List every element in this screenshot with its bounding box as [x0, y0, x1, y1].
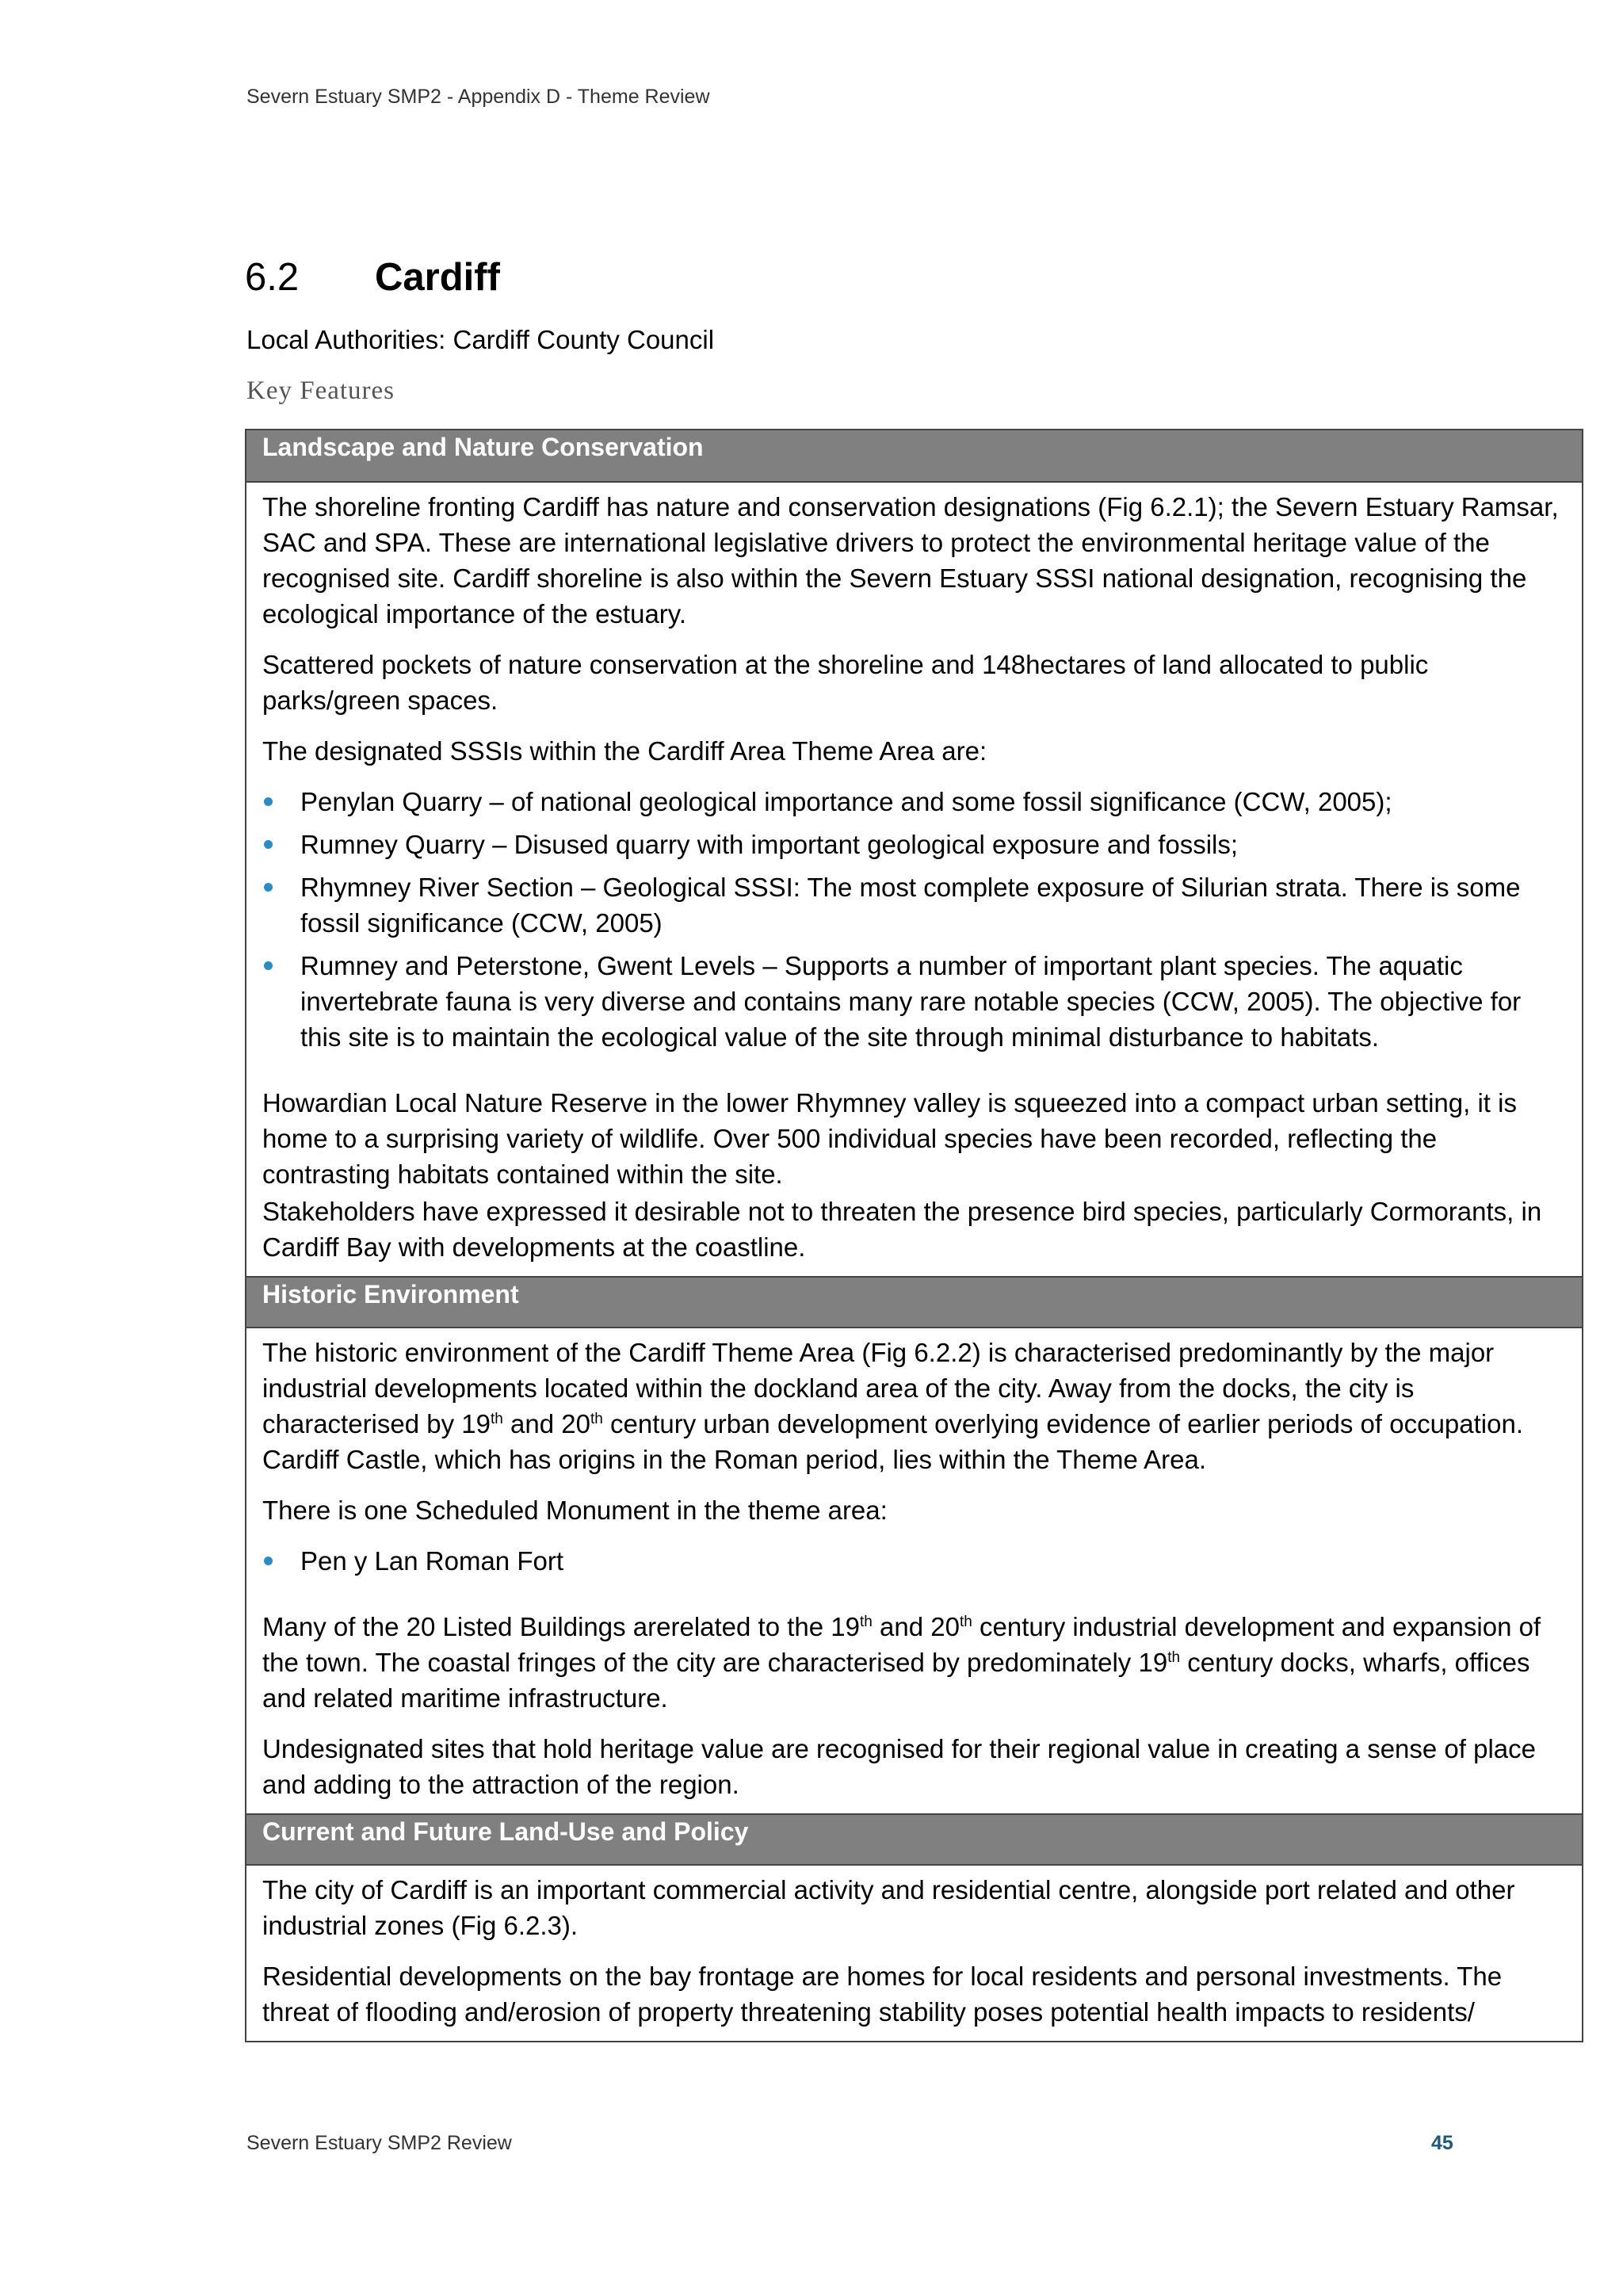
landscape-heading: Landscape and Nature Conservation: [246, 430, 1582, 483]
list-item: Rhymney River Section – Geological SSSI: The most complete exposure of Silurian strata. There is some fossil significance (CCW, 2005): [262, 869, 1568, 941]
section-title: Cardiff: [375, 256, 500, 299]
paragraph: Stakeholders have expressed it desirable not to threaten the presence bird species, particularly Cormorants, in Cardiff Bay with developments at the coastline.: [262, 1197, 1542, 1262]
bullet-icon: [264, 797, 273, 806]
paragraph: The historic environment of the Cardiff Theme Area (Fig 6.2.2) is characterised predominantly by the major industrial developments located within the dockland area of the city. Away from the docks, the city is characterised by 19th and 20th century urban development overlying evidence of earlier periods of occupation. Cardiff Castle, which has origins in the Roman period, lies within the Theme Area.: [262, 1338, 1524, 1474]
bullet-icon: [264, 1557, 273, 1565]
bullet-icon: [264, 840, 273, 849]
paragraph: Howardian Local Nature Reserve in the lower Rhymney valley is squeezed into a compact urban setting, it is home to a surprising variety of wildlife. Over 500 individual species have been recorded, reflecting the contrasting habitats contained within the site.: [262, 1088, 1517, 1189]
bullet-icon: [264, 883, 273, 892]
historic-heading: Historic Environment: [246, 1276, 1582, 1328]
landuse-heading: Current and Future Land-Use and Policy: [246, 1813, 1582, 1866]
paragraph: The city of Cardiff is an important commercial activity and residential centre, alongside port related and other industrial zones (Fig 6.2.3).: [262, 1875, 1515, 1940]
list-item: Penylan Quarry – of national geological importance and some fossil significance (CCW, 2005);: [262, 784, 1568, 819]
paragraph: The shoreline fronting Cardiff has nature and conservation designations (Fig 6.2.1); the Severn Estuary Ramsar, SAC and SPA. These are international legislative drivers to protect the environmental heritage value of the recognised site. Cardiff shoreline is also within the Severn Estuary SSSI national designation, recognising the ecological importance of the estuary.: [262, 492, 1559, 628]
page-number: 45: [1431, 2132, 1453, 2154]
paragraph: The designated SSSIs within the Cardiff Area Theme Area are:: [262, 736, 987, 766]
local-authorities: Local Authorities: Cardiff County Council: [246, 325, 715, 354]
historic-body: [246, 1328, 1582, 1813]
running-header: Severn Estuary SMP2 - Appendix D - Theme Review: [246, 86, 710, 108]
landscape-body: [246, 483, 1582, 1276]
key-features-table: [245, 429, 1583, 2042]
list-item: Pen y Lan Roman Fort: [262, 1543, 1568, 1579]
paragraph: Scattered pockets of nature conservation at the shoreline and 148hectares of land allocated to public parks/green spaces.: [262, 650, 1429, 715]
list-item: Rumney Quarry – Disused quarry with important geological exposure and fossils;: [262, 827, 1568, 862]
list-item: Rumney and Peterstone, Gwent Levels – Supports a number of important plant species. The aquatic invertebrate fauna is very diverse and contains many rare notable species (CCW, 2005). The objective for this site is to maintain the ecological value of the site through minimal disturbance to habitats.: [262, 948, 1568, 1055]
section-number: 6.2: [245, 256, 300, 299]
key-features-heading: Key Features: [246, 376, 395, 405]
sssi-list: [262, 784, 1568, 1055]
footer-title: Severn Estuary SMP2 Review: [246, 2132, 512, 2154]
paragraph: Many of the 20 Listed Buildings arerelated to the 19th and 20th century industrial development and expansion of the town. The coastal fringes of the city are characterised by predominately 19th century docks, wharfs, offices and related maritime infrastructure.: [262, 1612, 1541, 1713]
scheduled-monument-list: [262, 1543, 1568, 1579]
paragraph: Undesignated sites that hold heritage value are recognised for their regional value in creating a sense of place and adding to the attraction of the region.: [262, 1734, 1537, 1799]
bullet-icon: [264, 961, 273, 970]
section-heading: [245, 255, 500, 300]
paragraph: There is one Scheduled Monument in the theme area:: [262, 1496, 888, 1525]
landuse-body: [246, 1866, 1582, 2041]
paragraph: Residential developments on the bay frontage are homes for local residents and personal investments. The threat of flooding and/erosion of property threatening stability poses potential health impacts to residents/: [262, 1962, 1503, 2027]
